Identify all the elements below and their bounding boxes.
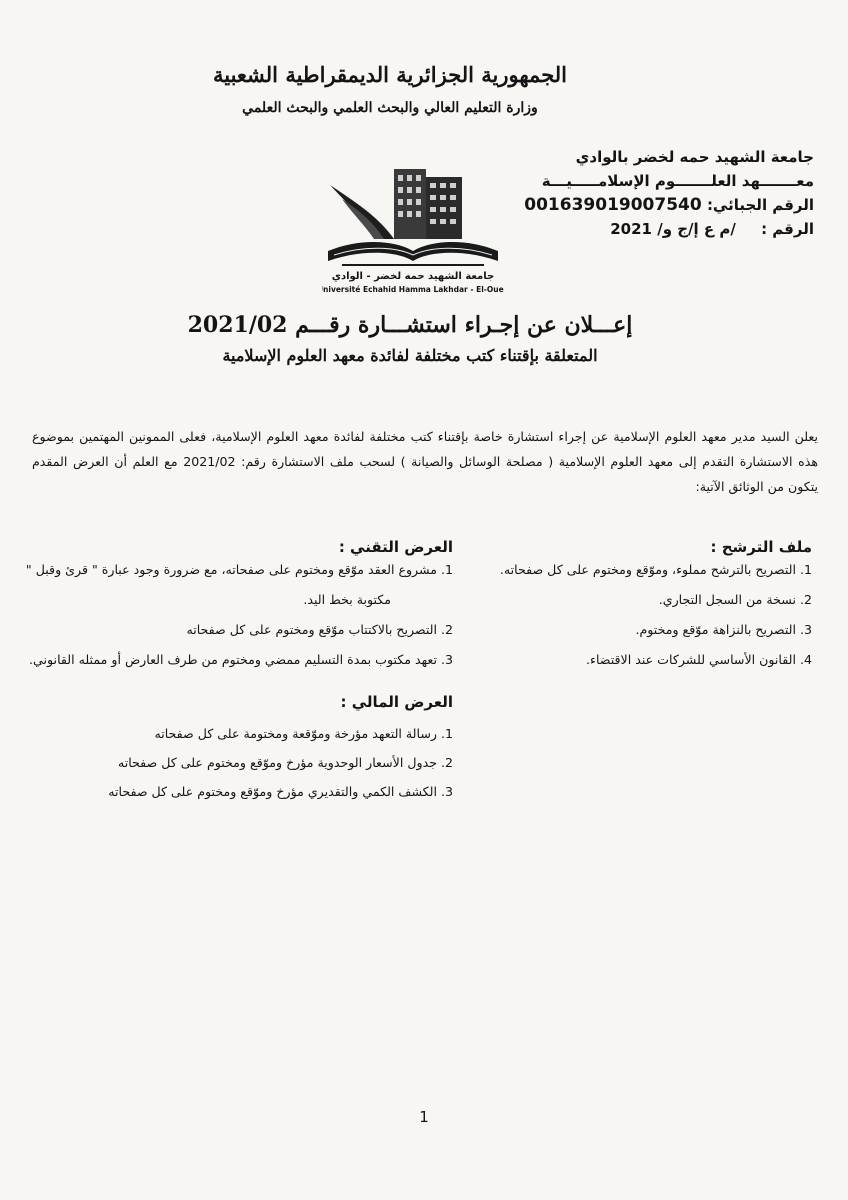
financial-offer-title: العرض المالي : bbox=[340, 693, 453, 711]
institution-block bbox=[514, 145, 814, 241]
list-item: 3. تعهد مكتوب بمدة التسليم ممضي ومختوم من طرف العارض أو ممثله القانوني. bbox=[29, 652, 453, 667]
reference-value: /م ع إ/ج و/ 2021 bbox=[610, 220, 736, 238]
list-item: 3. التصريح بالنزاهة موّقع ومختوم. bbox=[635, 622, 812, 637]
announcement-subtitle: المتعلقة بإقتناء كتب مختلفة لفائدة معهد العلوم الإسلامية bbox=[222, 346, 598, 365]
list-item: 2. جدول الأسعار الوحدوية مؤرخ وموّقع ومختوم على كل صفحاته bbox=[117, 755, 453, 770]
financial-offer-list bbox=[13, 726, 453, 813]
candidacy-list bbox=[452, 562, 812, 682]
open-book-shape bbox=[328, 242, 498, 261]
republic-header: الجمهورية الجزائرية الديمقراطية الشعبية bbox=[212, 62, 567, 87]
announcement-title: إعـــلان عن إجـراء استشـــارة رقـــم 2021/02 bbox=[187, 312, 633, 338]
logo-caption-arabic: جامعة الشهيد حمه لخضر - الوادي bbox=[331, 271, 495, 282]
university-logo-graphic bbox=[322, 155, 504, 300]
tax-number-line bbox=[514, 193, 814, 217]
tax-number-value: 001639019007540 bbox=[524, 195, 702, 215]
university-name: جامعة الشهيد حمه لخضر بالوادي bbox=[575, 148, 814, 166]
list-item: 2. نسخة من السجل التجاري. bbox=[658, 592, 812, 607]
list-item: 1. مشروع العقد موّقع ومختوم على صفحاته، مع ضرورة وجود عبارة " قرئ وقبل " bbox=[25, 562, 453, 577]
university-logo bbox=[322, 155, 504, 300]
logo-caption-french: Université Echahid Hamma Lakhdar - El-Oued bbox=[322, 285, 504, 294]
reference-line bbox=[514, 217, 814, 241]
list-item: 1. التصريح بالترشح مملوء، وموّقع ومختوم على كل صفحاته. bbox=[499, 562, 812, 577]
announcement-intro: يعلن السيد مدير معهد العلوم الإسلامية عن إجراء استشارة خاصة بإقتناء كتب مختلفة لفائدة معهد العلوم الإسلامية، فعلى الممونين المهتمين بموضوع هذه الاستشارة التقدم إلى معهد العلوم الإسلامية ( مصلحة الوسائل والصيانة ) لسحب ملف الاستشارة رقم: 2021/02 مع العلم أن العرض المقدم يتكون من الوثائق الآتية: bbox=[32, 429, 819, 494]
list-item: 2. التصريح بالاكتتاب موّقع ومختوم على كل صفحاته bbox=[186, 622, 453, 637]
list-item: 1. رسالة التعهد مؤرخة وموّقعة ومختومة على كل صفحاته bbox=[154, 726, 453, 741]
page-number: 1 bbox=[419, 1108, 429, 1126]
left-wing-shape bbox=[330, 185, 394, 239]
technical-offer-title: العرض التقني : bbox=[338, 538, 453, 556]
technical-offer-list bbox=[13, 562, 453, 682]
list-item: 4. القانون الأساسي للشركات عند الاقتضاء. bbox=[586, 652, 812, 667]
list-item: 3. الكشف الكمي والتقديري مؤرخ وموّقع ومختوم على كل صفحاته bbox=[108, 784, 453, 799]
reference-label: الرقم : bbox=[761, 220, 814, 238]
ministry-header: وزارة التعليم العالي والبحث العلمي والبحث العلمي bbox=[242, 100, 538, 116]
list-item-continuation: مكتوبة بخط اليد. bbox=[303, 592, 391, 607]
tax-number-label: الرقم الجبائي: bbox=[706, 196, 814, 214]
institute-name: معـــــــهد العلـــــــوم الإسلامـــــيـــة bbox=[541, 172, 814, 190]
candidacy-title: ملف الترشح : bbox=[710, 538, 812, 556]
